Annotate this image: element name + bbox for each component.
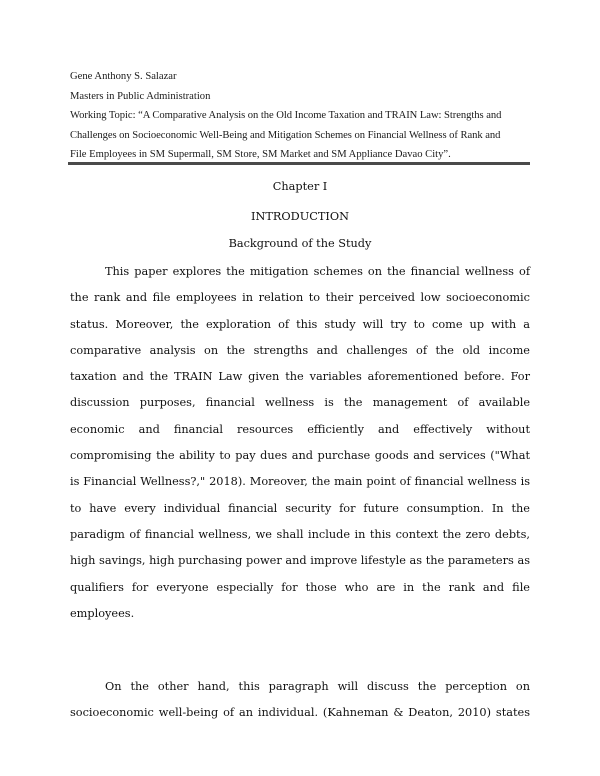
paragraph-line: high savings, high purchasing power and improve lifestyle as the parameters as bbox=[70, 554, 530, 568]
paragraph-line: economic and financial resources efficiently and effectively without bbox=[70, 422, 530, 436]
paragraph-background bbox=[70, 259, 530, 627]
section-heading: Background of the Study bbox=[228, 237, 372, 250]
working-topic bbox=[70, 106, 530, 165]
paragraph-line: paradigm of financial wellness, we shall include in this context the zero debts, bbox=[70, 527, 530, 541]
paragraph-line: socioeconomic well-being of an individual. (Kahneman & Deaton, 2010) states bbox=[70, 706, 530, 720]
header-divider bbox=[68, 162, 530, 165]
chapter-title: Chapter I bbox=[272, 180, 328, 193]
paragraph-line: the rank and file employees in relation to their perceived low socioeconomic bbox=[70, 291, 530, 305]
degree-program: Masters in Public Administration bbox=[70, 90, 211, 102]
working-topic-line: Working Topic: “A Comparative Analysis on the Old Income Taxation and TRAIN Law: Strengths and bbox=[70, 110, 502, 121]
paragraph-line: discussion purposes, financial wellness is the management of available bbox=[70, 396, 530, 410]
paragraph-line: is Financial Wellness?," 2018). Moreover, the main point of financial wellness is bbox=[70, 475, 530, 489]
paragraph-perception bbox=[70, 674, 530, 727]
paragraph-line: taxation and the TRAIN Law given the variables aforementioned before. For bbox=[70, 370, 530, 384]
paragraph-line: qualifiers for everyone especially for those who are in the rank and file bbox=[70, 580, 530, 594]
paragraph-line: compromising the ability to pay dues and purchase goods and services ("What bbox=[70, 449, 530, 463]
paragraph-line: to have every individual financial security for future consumption. In the bbox=[70, 501, 530, 515]
working-topic-line: File Employees in SM Supermall, SM Store, SM Market and SM Appliance Davao City”. bbox=[70, 149, 451, 160]
document-header bbox=[70, 67, 530, 165]
introduction-heading: INTRODUCTION bbox=[250, 210, 349, 223]
paragraph-line: This paper explores the mitigation schemes on the financial wellness of bbox=[105, 265, 530, 278]
paragraph-line: status. Moreover, the exploration of this study will try to come up with a bbox=[70, 317, 530, 331]
working-topic-line: Challenges on Socioeconomic Well-Being and Mitigation Schemes on Financial Wellness of Rank and bbox=[70, 129, 501, 141]
author-name: Gene Anthony S. Salazar bbox=[70, 71, 177, 82]
paragraph-line: employees. bbox=[70, 606, 135, 620]
paragraph-line: comparative analysis on the strengths and challenges of the old income bbox=[70, 343, 530, 357]
paragraph-line: On the other hand, this paragraph will discuss the perception on bbox=[105, 680, 530, 693]
